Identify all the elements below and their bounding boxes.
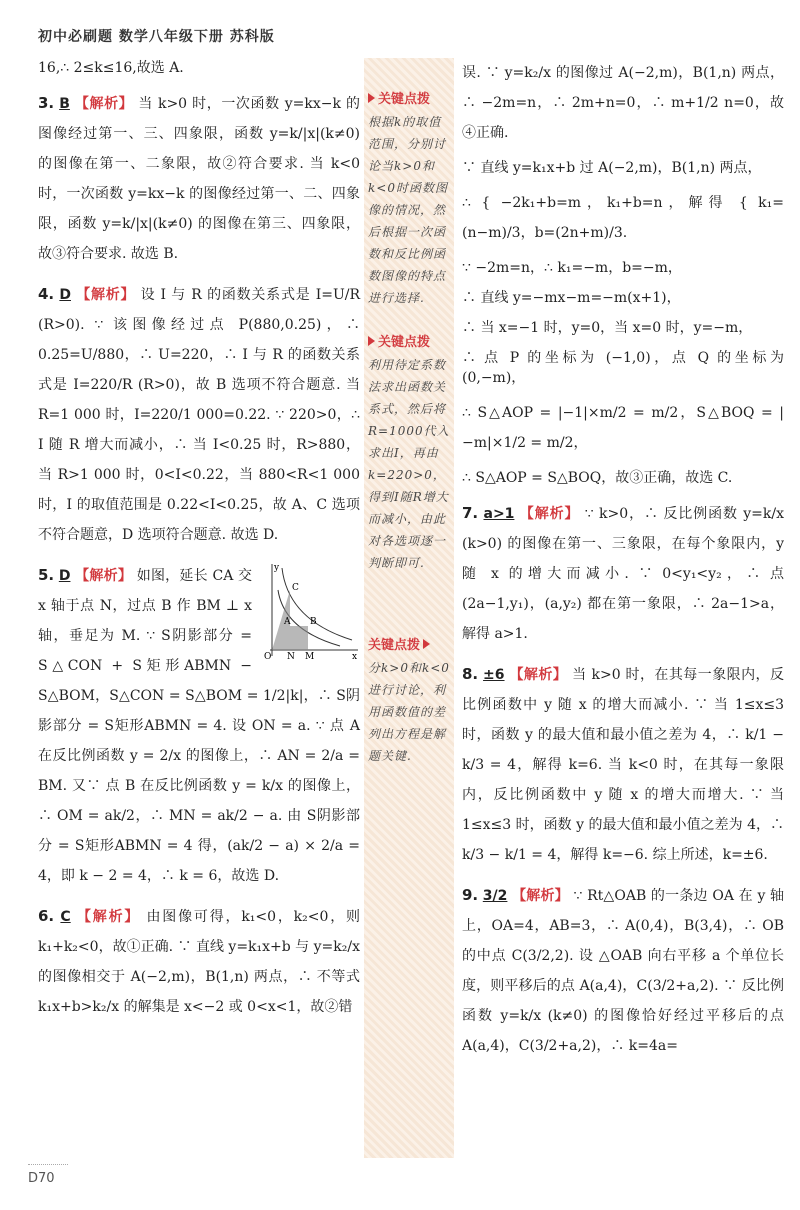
q6-text: 由图像可得，k₁<0，k₂<0，则 k₁+k₂<0，故①正确. ∵ 直线 y=k₁x+b 与 y=k₂/x 的图像相交于 A(−2,m)，B(1,n) 两点，∴ 不等式 k₁x+b>k₂/x 的解集是 x<−2 或 0<x<1，故②错 [38,909,361,1015]
question-3 [38,88,360,269]
q4-number: 4. [38,285,55,303]
q3-analysis-label: 【解析】 [74,96,134,112]
q8-answer: ±6 [483,667,505,683]
graph-label-y: y [274,563,280,573]
q9-number: 9. [462,886,479,904]
left-column [38,58,360,1032]
tip-1-body: 根据k的取值范围，分别讨论当k>0和k<0时函数图像的情况，然后根据一次函数和反比例函数图像的特点进行选择. [368,115,448,305]
key-tips-column [364,58,454,1158]
graph-shaded-rect [290,626,308,650]
tip-2-body: 利用待定系数法求出函数关系式，然后将R=1000代入求出I，再由k=220>0，得到I随R增大而减小，由此对各选项逐一判断即可. [368,358,450,570]
right-para-3: ∵ −2m=n，∴ k₁=−m，b=−m， [462,260,682,276]
graph-label-x: x [352,652,358,660]
q5-number: 5. [38,566,55,584]
q6-analysis-label: 【解析】 [76,909,141,925]
right-para-1: ∵ 直线 y=k₁x+b 过 A(−2,m)，B(1,n) 两点， [462,160,762,176]
graph-label-m: M [305,652,315,660]
q5-graph [260,560,360,660]
right-para-7: ∴ S△AOP = |−1|×m/2 = m/2，S△BOQ = |−m|×1/2 = m/2， [462,405,784,451]
right-column [462,58,784,1071]
q9-answer: 3/2 [482,888,508,904]
graph-label-n: N [287,652,295,660]
tip-3-title: 关键点拨 [368,634,454,653]
q6-answer: C [60,909,71,925]
q7-text: ∵ k>0，∴ 反比例函数 y=k/x (k>0) 的图像在第一、三象限，在每个象限内，y 随 x 的增大而减小. ∵ 0<y₁<y₂，∴ 点 (2a−1,y₁)，(a,y₂) 都在第一象限，∴ 2a−1>a，解得 a>1. [462,506,784,642]
tip-arrow-icon [423,639,430,649]
right-para-4: ∴ 直线 y=−mx−m=−m(x+1)， [462,290,681,306]
question-7 [462,498,784,649]
right-para-2: ∴ { −2k₁+b=m，k₁+b=n，解得 { k₁=(n−m)/3，b=(2n+m)/3. [462,195,784,241]
tip-1-title: 关键点拨 [368,88,454,107]
q7-analysis-label: 【解析】 [519,506,580,522]
q9-text: ∵ Rt△OAB 的一条边 OA 在 y 轴上，OA=4，AB=3，∴ A(0,4)，B(3,4)，∴ OB 的中点 C(3/2,2). 设 △OAB 向右平移 a 个单位长度，则平移后的点 A(a,4)，C(3/2+a,2). ∵ 反比例函数 y=k/x (k≠0) 的图像恰好经过平移后的点 A(a,4)，C(3/2+a,2)，∴ k=4a= [462,888,785,1054]
page-number: D70 [28,1164,68,1186]
q7-answer: a>1 [483,506,515,522]
graph-label-a: A [284,617,291,627]
q5-analysis-label: 【解析】 [75,568,133,584]
q4-answer: D [59,287,71,303]
q3-number: 3. [38,94,55,112]
q5-answer: D [58,568,71,584]
question-5 [38,560,360,891]
q8-analysis-label: 【解析】 [509,667,568,683]
question-8 [462,659,784,870]
graph-label-c: C [292,583,299,593]
q3-answer: B [59,96,70,112]
tip-3-body: 分k>0和k<0进行讨论，利用函数值的差列出方程是解题关键. [368,661,450,763]
question-4 [38,279,360,550]
graph-label-o: O [264,652,272,660]
q7-number: 7. [462,504,479,522]
tip-arrow-icon [368,93,375,103]
question-6 [38,901,360,1022]
q4-text: 设 I 与 R 的函数关系式是 I=U/R (R>0). ∵ 该图像经过点 P(880,0.25)，∴ 0.25=U/880，∴ U=220，∴ I 与 R 的函数关系式是 I=220/R (R>0)，故 B 选项不符合题意. 当 R=1 000 时，I=220/1 000=0.22. ∵ 220>0，∴ I 随 R 增大而减小，∴ 当 I<0.25 时，R>880，当 R>1 000 时，0<I<0.22，当 880<R<1 000 时，I 的取值范围是 0.22<I<0.25，故 A、C 选项不符合题意，D 选项符合题意. 故选 D. [38,287,361,543]
right-para-0: 误. ∵ y=k₂/x 的图像过 A(−2,m)，B(1,n) 两点，∴ −2m=n，∴ 2m+n=0，∴ m+1/2 n=0，故④正确. [462,65,784,141]
q4-analysis-label: 【解析】 [76,287,136,303]
graph-label-b: B [310,617,317,627]
tip-arrow-icon [368,336,375,346]
q8-text: 当 k>0 时，在其每一象限内，反比例函数中 y 随 x 的增大而减小. ∵ 当 1≤x≤3 时，函数 y 的最大值和最小值之差为 4，∴ k/1 − k/3 = 4，解得 k=6. 当 k<0 时，在其每一象限内，反比例函数中 y 随 x 的增大而增大. ∵ 当 1≤x≤3 时，函数 y 的最大值和最小值之差为 4，∴ k/3 − k/1 = 4，解得 k=−6. 综上所述，k=±6. [462,667,785,863]
q8-number: 8. [462,665,479,683]
right-para-5: ∴ 当 x=−1 时，y=0，当 x=0 时，y=−m， [462,320,753,336]
q3-text: 当 k>0 时，一次函数 y=kx−k 的图像经过第一、三、四象限，函数 y=k/|x|(k≠0) 的图像在第一、二象限，故②符合要求. 当 k<0 时，一次函数 y=kx−k 的图像经过第一、二、四象限，函数 y=k/|x|(k≠0) 的图像在第三、四象限，故③符合要求. 故选 B. [38,96,361,262]
right-para-6: ∴ 点 P 的坐标为 (−1,0)，点 Q 的坐标为 (0,−m)， [462,350,784,386]
question-9 [462,880,784,1061]
tip-2-title: 关键点拨 [368,331,454,350]
page-header: 初中必刷题 数学八年级下册 苏科版 [38,29,275,45]
q9-analysis-label: 【解析】 [512,888,569,904]
q6-number: 6. [38,907,55,925]
q5-text: 如图，延长 CA 交 x 轴于点 N，过点 B 作 BM ⊥ x 轴，垂足为 M. ∵ S阴影部分 = S△CON + S矩形ABMN − S△BOM，S△CON = S△BOM = 1/2|k|，∴ S阴影部分 = S矩形ABMN = 4. 设 ON = a. ∵ 点 A 在反比例函数 y = 2/x 的图像上，∴ AN = 2/a = BM. 又∵ 点 B 在反比例函数 y = k/x 的图像上，∴ OM = ak/2，∴ MN = ak/2 − a. 由 S阴影部分 = S矩形ABMN = 4 得，(ak/2 − a) × 2/a = 4，即 k − 2 = 4，∴ k = 6，故选 D. [38,568,360,884]
left-intro: 16,∴ 2≤k≤16,故选 A. [38,60,184,76]
right-para-8: ∴ S△AOP = S△BOQ，故③正确，故选 C. [462,470,733,486]
